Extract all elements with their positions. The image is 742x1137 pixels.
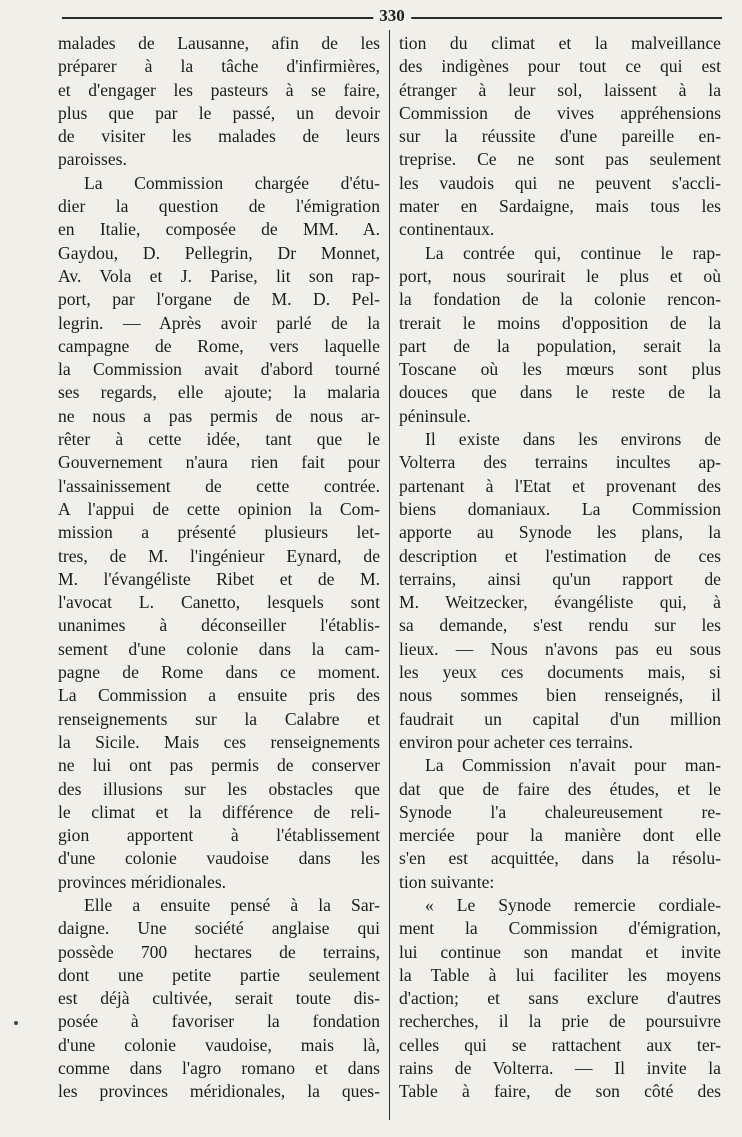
text-line: ses regards, elle ajoute; la malaria xyxy=(58,382,380,403)
text-line: la Sicile. Mais ces renseignements xyxy=(58,731,380,752)
text-line: rains de Volterra. — Il invite la xyxy=(399,1058,721,1079)
text-line: Elle a ensuite pensé à la Sar- xyxy=(84,894,380,915)
text-line: lui continue son mandat et invite xyxy=(399,941,721,962)
column-divider xyxy=(389,30,390,1120)
text-line: tres, de M. l'ingénieur Eynard, de xyxy=(58,545,380,566)
text-line: part de la population, serait la xyxy=(399,335,721,356)
text-line: dont une petite partie seulement xyxy=(58,964,380,985)
text-line: et d'engager les pasteurs à se faire, xyxy=(58,79,380,100)
text-line: des illusions sur les obstacles que xyxy=(58,778,380,799)
page-number: 330 xyxy=(373,4,411,28)
text-line: d'une colonie vaudoise dans les xyxy=(58,848,380,869)
text-line: dat que de faire des études, et le xyxy=(399,778,721,799)
text-line: recherches, il la prie de poursuivre xyxy=(399,1011,721,1032)
page-header xyxy=(62,4,722,28)
text-line: Toscane où les mœurs sont plus xyxy=(399,359,721,380)
text-line: campagne de Rome, vers laquelle xyxy=(58,335,380,356)
text-line: nous sommes bien renseignés, il xyxy=(399,685,721,706)
text-line: malades de Lausanne, afin de les xyxy=(58,33,380,53)
text-line: sa demande, s'est rendu sur les xyxy=(399,615,721,636)
text-line: faudrait un capital d'un million xyxy=(399,708,721,729)
text-line: Commission de vives appréhensions xyxy=(399,102,721,123)
text-line: description et l'estimation de ces xyxy=(399,545,721,566)
text-line: douces que dans le reste de la xyxy=(399,382,721,403)
margin-ink-dot xyxy=(14,1021,18,1025)
text-line: Synode l'a chaleureusement re- xyxy=(399,801,721,822)
text-line: environ pour acheter ces terrains. xyxy=(399,731,633,752)
left-column xyxy=(58,32,380,1104)
text-line: treprise. Ce ne sont pas seulement xyxy=(399,149,721,170)
text-line: ne lui ont pas permis de conserver xyxy=(58,755,380,776)
text-line: merciée pour la manière dont elle xyxy=(399,825,721,846)
text-line: étranger à leur sol, laissent à la xyxy=(399,79,721,100)
text-line: Il existe dans les environs de xyxy=(425,429,721,450)
text-line: apporte au Synode les plans, la xyxy=(399,522,721,543)
text-line: M. l'évangéliste Ribet et de M. xyxy=(58,568,380,589)
text-line: mater en Sardaigne, mais tous les xyxy=(399,196,721,217)
text-line: la fondation de la colonie rencon- xyxy=(399,289,721,310)
text-line: la Commission avait d'abord tourné xyxy=(58,359,380,380)
text-line: terrains, ainsi qu'un rapport de xyxy=(399,568,721,589)
text-line: Gouvernement n'aura rien fait pour xyxy=(58,452,380,473)
text-line: mission a présenté plusieurs let- xyxy=(58,522,380,543)
text-line: lieux. — Nous n'avons pas eu sous xyxy=(399,638,721,659)
text-line: le climat et la différence de reli- xyxy=(58,801,380,822)
text-line: des indigènes pour tout ce qui est xyxy=(399,56,721,77)
text-line: « Le Synode remercie cordiale- xyxy=(425,894,721,915)
text-line: les yeux ces documents mais, si xyxy=(399,662,721,683)
text-line: Table à faire, de son côté des xyxy=(399,1081,721,1102)
text-line: paroisses. xyxy=(58,149,127,170)
text-line: sement d'une colonie dans la cam- xyxy=(58,638,380,659)
text-line: d'action; et sans exclure d'autres xyxy=(399,988,721,1009)
text-line: la Table à lui faciliter les moyens xyxy=(399,964,721,985)
text-line: comme dans l'agro romano et dans xyxy=(58,1058,380,1079)
text-line: péninsule. xyxy=(399,405,471,426)
text-line: de visiter les malades de leurs xyxy=(58,126,380,147)
text-line: unanimes à déconseiller l'établis- xyxy=(58,615,380,636)
text-line: daigne. Une société anglaise qui xyxy=(58,918,380,939)
text-line: gion apportent à l'établissement xyxy=(58,825,380,846)
text-line: port, par l'organe de M. D. Pel- xyxy=(58,289,380,310)
text-line: est déjà cultivée, serait toute dis- xyxy=(58,988,380,1009)
text-line: plus que par le passé, un devoir xyxy=(58,102,380,123)
text-line: les provinces méridionales, la ques- xyxy=(58,1081,380,1102)
text-line: biens domaniaux. La Commission xyxy=(399,498,721,519)
text-line: d'une colonie vaudoise, mais là, xyxy=(58,1034,380,1055)
text-line: La contrée qui, continue le rap- xyxy=(425,242,721,263)
text-line: rêter à cette idée, tant que le xyxy=(58,429,380,450)
text-line: ne nous a pas permis de nous ar- xyxy=(58,405,380,426)
text-line: partenant à l'Etat et provenant des xyxy=(399,475,721,496)
text-line: préparer à la tâche d'infirmières, xyxy=(58,56,380,77)
text-line: celles qui se rattachent aux ter- xyxy=(399,1034,721,1055)
text-line: La Commission a ensuite pris des xyxy=(58,685,380,706)
text-line: l'assainissement de cette contrée. xyxy=(58,475,380,496)
text-line: Gaydou, D. Pellegrin, Dr Monnet, xyxy=(58,242,380,263)
text-line: Av. Vola et J. Parise, lit son rap- xyxy=(58,265,380,286)
text-line: La Commission n'avait pour man- xyxy=(425,755,721,776)
text-line: en Italie, composée de MM. A. xyxy=(58,219,380,240)
text-line: tion suivante: xyxy=(399,871,495,892)
text-line: legrin. — Après avoir parlé de la xyxy=(58,312,380,333)
text-line: les vaudois qui ne peuvent s'accli- xyxy=(399,172,721,193)
text-line: pagne de Rome dans ce moment. xyxy=(58,662,380,683)
text-line: tion du climat et la malveillance xyxy=(399,33,721,53)
text-line: M. Weitzecker, évangéliste qui, à xyxy=(399,592,721,613)
text-line: La Commission chargée d'étu- xyxy=(84,172,380,193)
text-line: renseignements sur la Calabre et xyxy=(58,708,380,729)
text-line: provinces méridionales. xyxy=(58,871,227,892)
text-line: l'avocat L. Canetto, lesquels sont xyxy=(58,592,380,613)
right-column xyxy=(399,32,721,1104)
text-line: trerait le moins d'opposition de la xyxy=(399,312,721,333)
text-line: s'en est acquittée, dans la résolu- xyxy=(399,848,721,869)
text-line: dier la question de l'émigration xyxy=(58,196,380,217)
text-line: ment la Commission d'émigration, xyxy=(399,918,721,939)
text-line: Volterra des terrains incultes ap- xyxy=(399,452,721,473)
text-line: A l'appui de cette opinion la Com- xyxy=(58,498,380,519)
text-line: possède 700 hectares de terrains, xyxy=(58,941,380,962)
text-line: continentaux. xyxy=(399,219,495,240)
text-line: sur la réussite d'une pareille en- xyxy=(399,126,721,147)
text-line: posée à favoriser la fondation xyxy=(58,1011,380,1032)
text-line: port, nous sourirait le plus et où xyxy=(399,265,721,286)
